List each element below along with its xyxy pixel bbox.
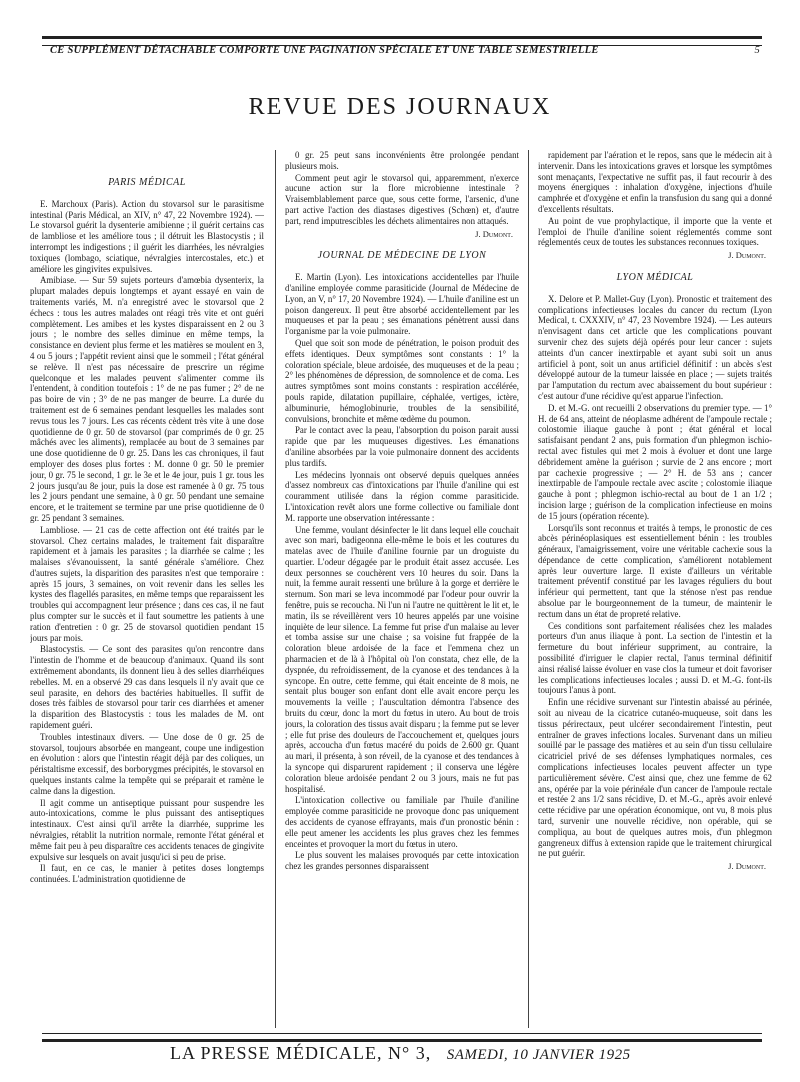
article-paragraph: Comment peut agir le stovarsol qui, apparemment, n'exerce aucune action sur la flore microbienne intestinale ? Vraisemblablement parce que, sous cette forme, l'arsenic, d'une part active l'action des diastases digestives (Schœn) et, d'autre part, rend imputrescibles les déchets alimentaires non attaqués.	[285, 172, 519, 226]
page-title: REVUE DES JOURNAUX	[248, 94, 552, 120]
article-paragraph: Enfin une récidive survenant sur l'intestin abaissé au périnée, soit au niveau de la cicatrice cutanéo-muqueuse, soit dans les tissus périrectaux, peut ulcérer secondairement l'intestin, peut entraîner de graves infections locales. Survenant dans un milieu souillé par le passage des matières et au sein d'un tissu cellulaire cicatriciel privé de ses défenses lymphatiques normales, ces complications infectieuses locales peuvent affecter un type particulièrement sévère. C'est ainsi que, chez une femme de 62 ans, opérée par la voie périnéale d'un cancer de l'ampoule rectale et restée 2 ans 1/2 sans récidive, D. et M.-G., après avoir enlevé cette récidive par une opération économique, ont vu, 8 mois plus tard, survenir une nouvelle récidive, non opérable, qui se compliqua, au bout de quelques autres mois, d'un phlegmon gangreneux diffus à extension rapide que le traitement chirurgical ne put guérir.	[538, 697, 772, 859]
article-paragraph: E. Martin (Lyon). Les intoxications accidentelles par l'huile d'aniline employée comme parasiticide (Journal de Médecine de Lyon, an V, n° 17, 20 Novembre 1924). — L'huile d'aniline est un poison dangereux. Il peut être absorbé accidentellement par les muqueuses et par la peau ; ses émanations pénètrent aussi dans l'organisme par la voie pulmonaire.	[285, 272, 519, 337]
page-number: 5	[754, 45, 760, 56]
article-paragraph: 0 gr. 25 peut sans inconvénients être prolongée pendant plusieurs mois.	[285, 150, 519, 171]
article-paragraph: E. Marchoux (Paris). Action du stovarsol sur le parasitisme intestinal (Paris Médical, an XIV, n° 47, 22 Novembre 1924). — Le stovarsol guérit la dysenterie amibienne ; il guérit certains cas de lambliose et les améliore tous ; il détruit les Blastocystis ; il interrompt les indigestions ; il guérit les diarrhées, les névralgies toxiques (lombago, sciatique, névralgies intercostales, etc.) et améliore les gingivites expulsives.	[30, 198, 264, 274]
column-divider	[275, 150, 276, 1028]
column-2	[285, 150, 519, 1028]
author-signature: J. Dumont.	[475, 228, 513, 239]
article-paragraph: Il agit comme un antiseptique puissant pour suspendre les auto-intoxications, comme le plus puissant des antiseptiques intestinaux. C'est ainsi qu'il arrête la diarrhée, supprime les névralgies, rétablit la nutrition normale, remonte l'état général et même fait peu à peu disparaître ces accidents tenaces de gingivite expulsive sur lesquels on avait jusqu'ici si peu de prise.	[30, 797, 264, 862]
journal-name: LA PRESSE MÉDICALE, N° 3,	[170, 1043, 432, 1063]
issue-date: SAMEDI, 10 JANVIER 1925	[446, 1047, 631, 1063]
running-title: CE SUPPLÉMENT DÉTACHABLE COMPORTE UNE PAGINATION SPÉCIALE ET UNE TABLE SEMESTRIELLE	[50, 45, 599, 56]
author-signature: J. Dumont.	[728, 250, 766, 261]
article-paragraph: Le plus souvent les malaises provoqués par cette intoxication chez les grandes personnes disparaissent	[285, 850, 519, 872]
article-paragraph: Troubles intestinaux divers. — Une dose de 0 gr. 25 de stovarsol, toujours absorbée en mangeant, coupe une indigestion en évolution : alors que l'intestin réagit déjà par des coliques, un péristaltisme excessif, des borborygmes précipités, le stovarsol en quelques instants calme la tempête qui se préparait et ramène le calme dans la digestion.	[30, 731, 264, 796]
section-heading: JOURNAL DE MÉDECINE DE LYON	[317, 250, 487, 262]
article-paragraph: Ces conditions sont parfaitement réalisées chez les malades porteurs d'un anus iliaque à pont. La section de l'intestin et la fermeture du bout inférieur suppriment, au contraire, la possibilité d'irriguer le clapier rectal, l'anus terminal définitif ainsi réalisé laisse évoluer en vase clos la tumeur et doit favoriser les complications infectieuses locales ; aussi D. et M.-G. font-ils toujours l'anus à pont.	[538, 620, 772, 696]
column-3	[538, 150, 772, 1028]
page-footer	[170, 1043, 631, 1064]
article-paragraph: Lambliose. — 21 cas de cette affection ont été traités par le stovarsol. Chez certains malades, le traitement fait disparaître rapidement et à jamais les parasites ; la diarrhée se calme ; les malaises s'évanouissent, la santé générale s'améliore. Chez d'autres sujets, la disparition des parasites n'est que temporaire : après 15 jours, 3 semaines, on voit revenir dans les selles les kystes des flagellés parasites, en même temps que reparaissent les troubles qui accompagnent leur présence ; dans ces cas, il ne faut plus compter sur le succès et il faut soumettre les patients à une ration d'entretien : 0 gr. 25 de stovarsol quotidien pendant 15 jours par mois.	[30, 524, 264, 643]
bottom-rule	[42, 1033, 762, 1042]
section-heading: LYON MÉDICAL	[616, 271, 694, 283]
column-divider	[528, 150, 529, 1028]
column-1	[30, 150, 264, 1028]
article-paragraph: Amibiase. — Sur 59 sujets porteurs d'amœbia dysenterix, la plupart malades depuis longtemps et ayant essayé en vain de traitements variés, M. n'a enregistré avec le stovarsol que 2 échecs : tous les autres malades ont réagi très vite et ont guéri complètement. Les amibes et les kystes disparaissent en 2 ou 3 jours ; le nombre des selles diminue en même temps, la consistance en devient plus ferme et les matières se moulent en 3, 4 ou 5 jours ; l'appétit revient ainsi que le sommeil ; l'état général se relève. Il n'est pas nécessaire de prescrire un régime quelconque et les malades peuvent s'alimenter comme ils l'entendent, à condition toutefois : 1° de ne pas fumer ; 2° de ne pas boire de vin ; 3° de ne pas manger de beurre. La durée du traitement est de 6 semaines pendant lesquelles les malades sont revus tous les 7 jours. Les cas récents cèdent très vite à une dose quotidienne de 0 gr. 50 de stovarsol (par comprimés de 0 gr. 25 mâchés avec les aliments), remplacée au bout de 3 semaines par une dose quotidienne de 0 gr. 25. Dans les cas chroniques, il faut employer des doses plus fortes : M. donne 0 gr. 50 le premier jour, 0 gr. 75 le second, 1 gr. le 3e et le 4e jour, puis 1 gr. tous les 2 jours jusqu'au 8e jour, puis la dose est ramenée à 0 gr. 75 tous les 2 jours pendant une semaine, à 0 gr. 50 pendant une semaine encore, et le traitement se termine par une prise quotidienne de 0 gr. 25 pendant 3 semaines.	[30, 275, 264, 523]
article-paragraph: Il faut, en ce cas, le manier à petites doses longtemps continuées. L'administration quotidienne de	[30, 863, 264, 885]
author-signature: J. Dumont.	[728, 861, 766, 872]
article-paragraph: Quel que soit son mode de pénétration, le poison produit des effets identiques. Deux symptômes sont constants : 1° la coloration spéciale, bleue ardoisée, des muqueuses et de la peau ; 2° les phénomènes de dépression, de somnolence et de coma. Les autres symptômes sont moins constants : respiration accélérée, pouls rapide, dilatation pupillaire, céphalée, vertiges, ictère, albuminurie, hémoglobinurie, troubles de la sensibilité, convulsions, bronchite et même œdème du poumon.	[285, 337, 519, 424]
article-paragraph: Une femme, voulant désinfecter le lit dans lequel elle couchait avec son mari, badigeonna elle-même le bois et les coutures du matelas avec de l'huile d'aniline fournie par un droguiste du quartier. L'odeur dégagée par le produit était assez accusée. Les deux personnes se couchèrent vers 10 heures du soir. Dans la nuit, la femme aurait ressenti une brûlure à la gorge et derrière le sternum. Son mari se leva incommodé par l'odeur pour ouvrir la fenêtre, puis se recoucha. Ni l'un ni l'autre ne quittèrent le lit et, le matin, ils se réveillèrent vers 10 heures appelés par une voisine inquiète de leur silence. La femme fut prise d'un malaise au lever et tomba assise sur une chaise ; sa voisine fut frappée de la coloration bleue ardoisée de la face et l'emmena chez un pharmacien et de là à l'hôpital où l'on constata, chez elle, de la dyspnée, du refroidissement, de la cyanose et des tendances à la syncope. En outre, cette femme, qui était enceinte de 8 mois, ne sentait plus bouger son enfant dont elle avait encore perçu les mouvements la veille ; l'auscultation démontra l'absence des bruits du cœur, donc la mort du fœtus in utero. Au bout de trois jours, la coloration des tissus avait disparu ; la femme put se lever ; elle fut prise des douleurs de l'accouchement et, quelques jours après, accoucha d'un fœtus macéré du poids de 2.600 gr. Quant au mari, il présenta, à son réveil, de la cyanose et des tendances à la syncope qui disparurent rapidement ; il conserva une légère coloration bleue ardoisée pendant 2 ou 3 jours, mais ne fut pas hospitalisé.	[285, 524, 519, 794]
running-header	[50, 45, 760, 56]
article-paragraph: Les médecins lyonnais ont observé depuis quelques années d'assez nombreux cas d'intoxications par l'huile d'aniline qui est couramment utilisée dans la région comme parasiticide. L'intoxication revêt alors une forme collective ou familiale dont M. rapporte une observation intéressante :	[285, 469, 519, 523]
article-paragraph: Blastocystis. — Ce sont des parasites qu'on rencontre dans l'intestin de l'homme et de beaucoup d'animaux. Quand ils sont extrêmement abondants, ils donnent lieu à des selles diarrhéiques rebelles. M. en a observé 29 cas dans lesquels il n'y avait que ce seul parasite, en dehors des bactéries habituelles. Il suffit de doses très faibles de stovarsol pour tarir ces diarrhées et amener la disparition des Blastocystis : tous les malades de M. ont rapidement guéri.	[30, 644, 264, 731]
article-paragraph: L'intoxication collective ou familiale par l'huile d'aniline employée comme parasiticide ne provoque donc pas uniquement des accidents de cyanose effrayants, mais d'un pronostic bénin : elle peut amener les accidents les plus graves chez les femmes enceintes et provoquer la mort du fœtus in utero.	[285, 795, 519, 849]
section-heading: PARIS MÉDICAL	[108, 177, 186, 188]
article-paragraph: D. et M.-G. ont recueilli 2 observations du premier type. — 1° H. de 64 ans, atteint de néoplasme adhérent de l'ampoule rectale ; colostomie iliaque gauche à pont ; état général et local satisfaisant pendant 2 ans, puis formation d'un phlegmon ischio-rectal avec fistules qui met 2 mois à évoluer et dont une large débridement amène la guérison ; survie de 2 ans encore ; mort par cachexie progressive ; — 2° H. de 53 ans ; cancer inextirpable de l'ampoule rectale avec ascite ; colostomie iliaque gauche à pont ; phlegmon ischio-rectal au bout de 1 an 1/2 ; incision large ; guérison de la complication infectieuse en moins de 15 jours (opération récente).	[538, 402, 772, 521]
article-paragraph: Au point de vue prophylactique, il importe que la vente et l'emploi de l'huile d'aniline soient réglementés comme sont réglementés ceux de toutes les substances reconnues toxiques.	[538, 215, 772, 248]
article-paragraph: Par le contact avec la peau, l'absorption du poison parait aussi rapide que par les muqueuses digestives. Les émanations d'aniline absorbées par la voie pulmonaire donnent des accidents plus tardifs.	[285, 425, 519, 468]
article-paragraph: X. Delore et P. Mallet-Guy (Lyon). Pronostic et traitement des complications infectieuses locales du cancer du rectum (Lyon Medical, t. CXXXIV, n° 47, 23 Novembre 1924). — Les auteurs n'envisagent dans cet article que les complications pouvant survenir chez des sujets déjà opérés pour leur cancer : sujets atteints d'un cancer inextirpable et ayant subi soit un anus artificiel à pont, soit un anus artificiel définitif : un abcès s'est développé autour de la tumeur laissée en place ; — sujets traités par l'amputation du rectum avec abaissement du bout supérieur : c'est autour d'une récidive qu'est apparue l'infection.	[538, 293, 772, 401]
article-paragraph: Lorsqu'ils sont reconnus et traités à temps, le pronostic de ces abcès périnéoplasiques est essentiellement bénin : les troubles généraux, l'amaigrissement, voire une véritable cachexie sous la dépendance de cette complication, s'améliorent notablement après leur ouverture large. Il existe d'ailleurs un véritable traitement préventif constitué par les lavages réguliers du bout inférieur qui permettent, tant que la sténose n'est pas rendue absolue par le bourgeonnement de la tumeur, de maintenir le rectum dans un état de propreté relative.	[538, 522, 772, 619]
article-paragraph: rapidement par l'aération et le repos, sans que le médecin ait à intervenir. Dans les intoxications graves et lorsque les symptômes sont menaçants, l'expectative ne suffit pas, il faut recourir à des moyens énergiques : inhalation d'oxygène, injections d'huile camphrée et d'oxygène et enfin la transfusion du sang qui a donné d'excellents résultats.	[538, 150, 772, 214]
